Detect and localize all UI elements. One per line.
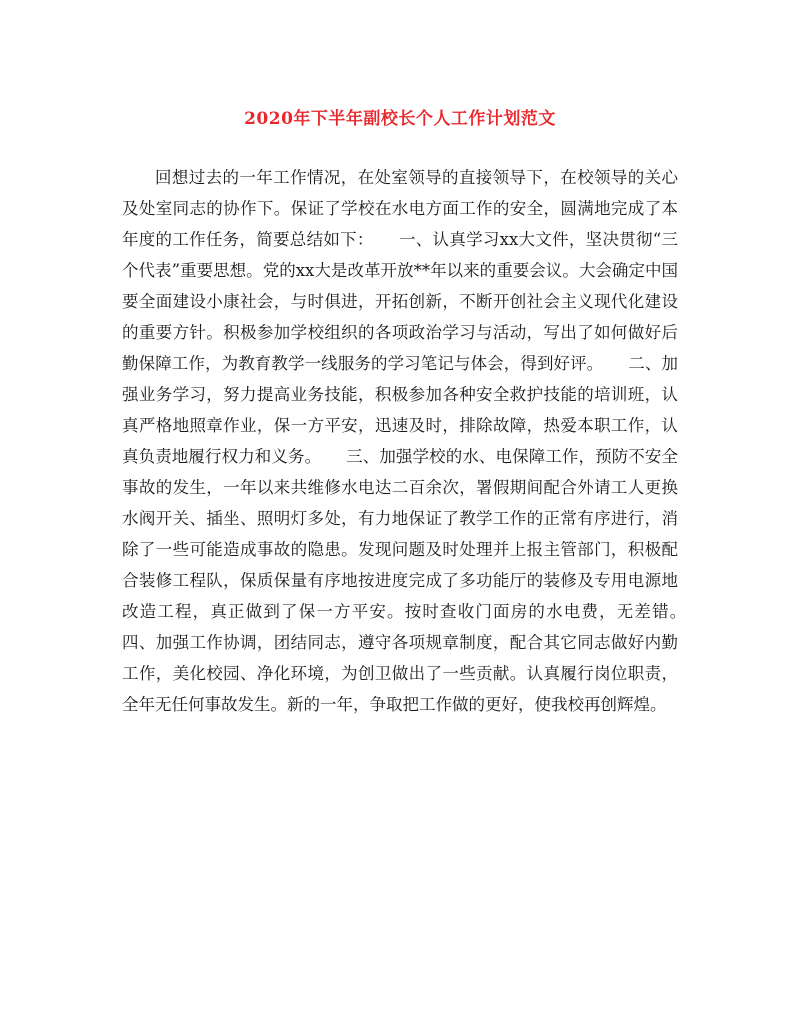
document-body: 回想过去的一年工作情况，在处室领导的直接领导下，在校领导的关心及处室同志的协作下。保证了学校在水电方面工作的安全，圆满地完成了本年度的工作任务，简要总结如下： 一、认真学习xx大文件，坚决贯彻“三个代表”重要思想。党的xx大是改革开放**年以来的重要会议。大会确定中国要全面建设小康社会，与时俱进，开拓创新，不断开创社会主义现代化建设的重要方针。积极参加学校组织的各项政治学习与活动，写出了如何做好后勤保障工作，为教育教学一线服务的学习笔记与体会，得到好评。 二、加强业务学习，努力提高业务技能，积极参加各种安全救护技能的培训班，认真严格地照章作业，保一方平安，迅速及时，排除故障，热爱本职工作，认真负责地履行权力和义务。 三、加强学校的水、电保障工作，预防不安全事故的发生，一年以来共维修水电达二百余次，署假期间配合外请工人更换水阀开关、插坐、照明灯多处，有力地保证了教学工作的正常有序进行，消除了一些可能造成事故的隐患。发现问题及时处理并上报主管部门，积极配合装修工程队，保质保量有序地按进度完成了多功能厅的装修及专用电源地改造工程，真正做到了保一方平安。按时查收门面房的水电费，无差错。 四、加强工作协调，团结同志，遵守各项规章制度，配合其它同志做好内勤工作，美化校园、净化环境，为创卫做出了一些贡献。认真履行岗位职责，全年无任何事故发生。新的一年，争取把工作做的更好，使我校再创辉煌。 (122, 168, 711, 714)
document-title: 2020年下半年副校长个人工作计划范文 (244, 109, 556, 129)
